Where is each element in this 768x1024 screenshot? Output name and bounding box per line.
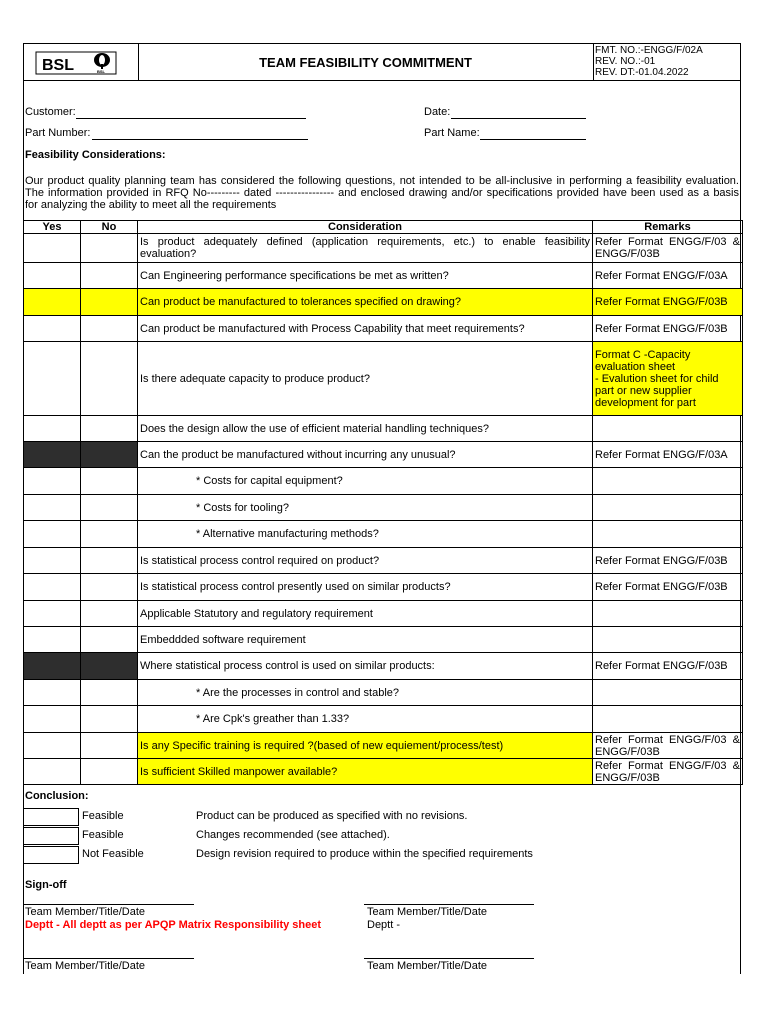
- remarks-cell: Refer Format ENGG/F/03B: [593, 653, 743, 680]
- logo-sub-text: BSL: [97, 69, 105, 74]
- remarks-cell: [593, 416, 743, 442]
- table-row: [24, 416, 743, 442]
- col-consideration: Consideration: [138, 221, 593, 234]
- option-label: Feasible: [82, 829, 124, 841]
- yes-cell[interactable]: [24, 521, 81, 548]
- table-row: [24, 495, 743, 521]
- table-row: [24, 601, 743, 627]
- yes-cell[interactable]: [24, 234, 81, 263]
- table-row: [24, 680, 743, 706]
- intro-line: Our product quality planning team has considered the following questions, not intended to be all-inclusive in performing a feasibility evaluation.: [25, 175, 739, 187]
- remarks-cell: [593, 468, 743, 495]
- yes-cell: [24, 653, 81, 680]
- customer-label: Customer:: [25, 106, 76, 118]
- form-title: TEAM FEASIBILITY COMMITMENT: [138, 44, 594, 80]
- part-number-label: Part Number:: [25, 127, 91, 139]
- intro-line: for analyzing the ability to meet all the requirements: [25, 199, 277, 211]
- remarks-cell: [593, 680, 743, 706]
- table-row: [24, 627, 743, 653]
- yes-cell[interactable]: [24, 680, 81, 706]
- logo: [24, 44, 139, 80]
- rev-date: REV. DT:-01.04.2022: [595, 67, 689, 78]
- deptt-right: Deptt -: [367, 919, 401, 931]
- member-label: Team Member/Title/Date: [367, 960, 488, 972]
- yes-cell[interactable]: [24, 706, 81, 733]
- yes-cell[interactable]: [24, 289, 81, 316]
- table-row: [24, 468, 743, 495]
- no-cell: [81, 442, 138, 468]
- consideration-cell: Does the design allow the use of efficient material handling techniques?: [138, 416, 593, 442]
- no-cell[interactable]: [81, 548, 138, 574]
- table-row: [24, 548, 743, 574]
- option-desc: Design revision required to produce within the specified requirements: [196, 848, 533, 860]
- not-feasible-checkbox[interactable]: [23, 846, 79, 864]
- rev-no: REV. NO.:-01: [595, 56, 656, 67]
- format-info: [594, 44, 740, 80]
- remarks-cell: [593, 706, 743, 733]
- col-remarks: Remarks: [593, 221, 743, 234]
- remarks-cell: [593, 521, 743, 548]
- table-row: [24, 759, 743, 785]
- table-row: [24, 316, 743, 342]
- yes-cell: [24, 442, 81, 468]
- date-label: Date:: [424, 106, 451, 118]
- col-yes: Yes: [24, 221, 81, 234]
- no-cell[interactable]: [81, 316, 138, 342]
- remarks-cell: Refer Format ENGG/F/03A: [593, 442, 743, 468]
- intro-paragraph: [25, 175, 739, 211]
- table-row: [24, 706, 743, 733]
- bsl-logo-icon: [24, 44, 138, 80]
- signature-line[interactable]: [24, 904, 194, 905]
- consideration-cell: * Alternative manufacturing methods?: [138, 521, 593, 548]
- no-cell[interactable]: [81, 234, 138, 263]
- yes-cell[interactable]: [24, 316, 81, 342]
- section-title: Feasibility Considerations:: [25, 149, 166, 161]
- option-label: Not Feasible: [82, 848, 144, 860]
- no-cell[interactable]: [81, 601, 138, 627]
- table-row: [24, 263, 743, 289]
- consideration-cell: Is there adequate capacity to produce product?: [138, 342, 593, 416]
- remarks-cell: Refer Format ENGG/F/03B: [593, 289, 743, 316]
- yes-cell[interactable]: [24, 627, 81, 653]
- consideration-cell: Applicable Statutory and regulatory requirement: [138, 601, 593, 627]
- member-label: Team Member/Title/Date: [25, 960, 146, 972]
- feasible-changes-checkbox[interactable]: [23, 827, 79, 845]
- customer-field[interactable]: [76, 118, 306, 119]
- consideration-cell: Is product adequately defined (application requirements, etc.) to enable feasibility evaluation?: [138, 234, 593, 263]
- consideration-cell: * Costs for capital equipment?: [138, 468, 593, 495]
- no-cell[interactable]: [81, 289, 138, 316]
- yes-cell[interactable]: [24, 733, 81, 759]
- conclusion-title: Conclusion:: [25, 790, 89, 802]
- consideration-cell: Can product be manufactured with Process Capability that meet requirements?: [138, 316, 593, 342]
- no-cell[interactable]: [81, 263, 138, 289]
- consideration-cell: * Are the processes in control and stable?: [138, 680, 593, 706]
- signoff-title: Sign-off: [25, 879, 67, 891]
- part-name-label: Part Name:: [424, 127, 480, 139]
- option-desc: Changes recommended (see attached).: [196, 829, 390, 841]
- member-label: Team Member/Title/Date: [367, 906, 488, 918]
- consideration-cell: Is statistical process control presently used on similar products?: [138, 574, 593, 601]
- yes-cell[interactable]: [24, 342, 81, 416]
- consideration-cell: * Are Cpk's greather than 1.33?: [138, 706, 593, 733]
- remarks-cell: Refer Format ENGG/F/03A: [593, 263, 743, 289]
- remarks-cell: [593, 601, 743, 627]
- consideration-cell: Can the product be manufactured without incurring any unusual?: [138, 442, 593, 468]
- no-cell[interactable]: [81, 733, 138, 759]
- no-cell[interactable]: [81, 706, 138, 733]
- form-header: [23, 43, 741, 81]
- no-cell[interactable]: [81, 521, 138, 548]
- consideration-cell: Where statistical process control is used on similar products:: [138, 653, 593, 680]
- remarks-cell: Refer Format ENGG/F/03B: [593, 548, 743, 574]
- no-cell[interactable]: [81, 627, 138, 653]
- logo-text: BSL: [42, 57, 74, 74]
- yes-cell[interactable]: [24, 759, 81, 785]
- yes-cell[interactable]: [24, 574, 81, 601]
- table-row: [24, 342, 743, 416]
- table-row: [24, 733, 743, 759]
- feasible-checkbox[interactable]: [23, 808, 79, 826]
- part-number-field[interactable]: [92, 139, 308, 140]
- consideration-cell: * Costs for tooling?: [138, 495, 593, 521]
- no-cell[interactable]: [81, 416, 138, 442]
- signature-line[interactable]: [364, 904, 534, 905]
- signature-line[interactable]: [364, 958, 534, 959]
- remarks-cell: [593, 495, 743, 521]
- remarks-cell: Refer Format ENGG/F/03B: [593, 574, 743, 601]
- yes-cell[interactable]: [24, 601, 81, 627]
- remarks-cell: Refer Format ENGG/F/03 & ENGG/F/03B: [593, 234, 743, 263]
- intro-line: The information provided in RFQ No--------- dated ---------------- and enclosed drawing and/or specifications provided have been used as a basis: [25, 187, 739, 199]
- yes-cell[interactable]: [24, 263, 81, 289]
- no-cell[interactable]: [81, 468, 138, 495]
- part-name-field[interactable]: [480, 139, 586, 140]
- table-row: [24, 442, 743, 468]
- table-row: [24, 521, 743, 548]
- yes-cell[interactable]: [24, 495, 81, 521]
- consideration-cell: Can Engineering performance specifications be met as written?: [138, 263, 593, 289]
- col-no: No: [81, 221, 138, 234]
- no-cell[interactable]: [81, 342, 138, 416]
- table-row: [24, 234, 743, 263]
- remarks-cell: Refer Format ENGG/F/03 & ENGG/F/03B: [593, 733, 743, 759]
- yes-cell[interactable]: [24, 416, 81, 442]
- no-cell[interactable]: [81, 495, 138, 521]
- option-desc: Product can be produced as specified with no revisions.: [196, 810, 468, 822]
- remarks-cell: Refer Format ENGG/F/03 & ENGG/F/03B: [593, 759, 743, 785]
- no-cell[interactable]: [81, 759, 138, 785]
- consideration-cell: Is any Specific training is required ?(based of new equiement/process/test): [138, 733, 593, 759]
- consideration-cell: Is statistical process control required on product?: [138, 548, 593, 574]
- no-cell[interactable]: [81, 680, 138, 706]
- member-label: Team Member/Title/Date: [25, 906, 146, 918]
- option-label: Feasible: [82, 810, 124, 822]
- date-field[interactable]: [451, 118, 586, 119]
- consideration-cell: Is sufficient Skilled manpower available?: [138, 759, 593, 785]
- deptt-note: Deptt - All deptt as per APQP Matrix Responsibility sheet: [25, 919, 322, 931]
- feasibility-table: [23, 220, 743, 785]
- fmt-no: FMT. NO.:-ENGG/F/02A: [595, 45, 703, 56]
- no-cell[interactable]: [81, 574, 138, 601]
- remarks-cell: Format C -Capacity evaluation sheet - Evalution sheet for child part or new supplier development for part: [593, 342, 743, 416]
- remarks-cell: [593, 627, 743, 653]
- table-row: [24, 574, 743, 601]
- no-cell: [81, 653, 138, 680]
- consideration-cell: Can product be manufactured to tolerances specified on drawing?: [138, 289, 593, 316]
- yes-cell[interactable]: [24, 468, 81, 495]
- table-row: [24, 289, 743, 316]
- table-row: [24, 653, 743, 680]
- remarks-cell: Refer Format ENGG/F/03B: [593, 316, 743, 342]
- yes-cell[interactable]: [24, 548, 81, 574]
- consideration-cell: Embeddded software requirement: [138, 627, 593, 653]
- signature-line[interactable]: [24, 958, 194, 959]
